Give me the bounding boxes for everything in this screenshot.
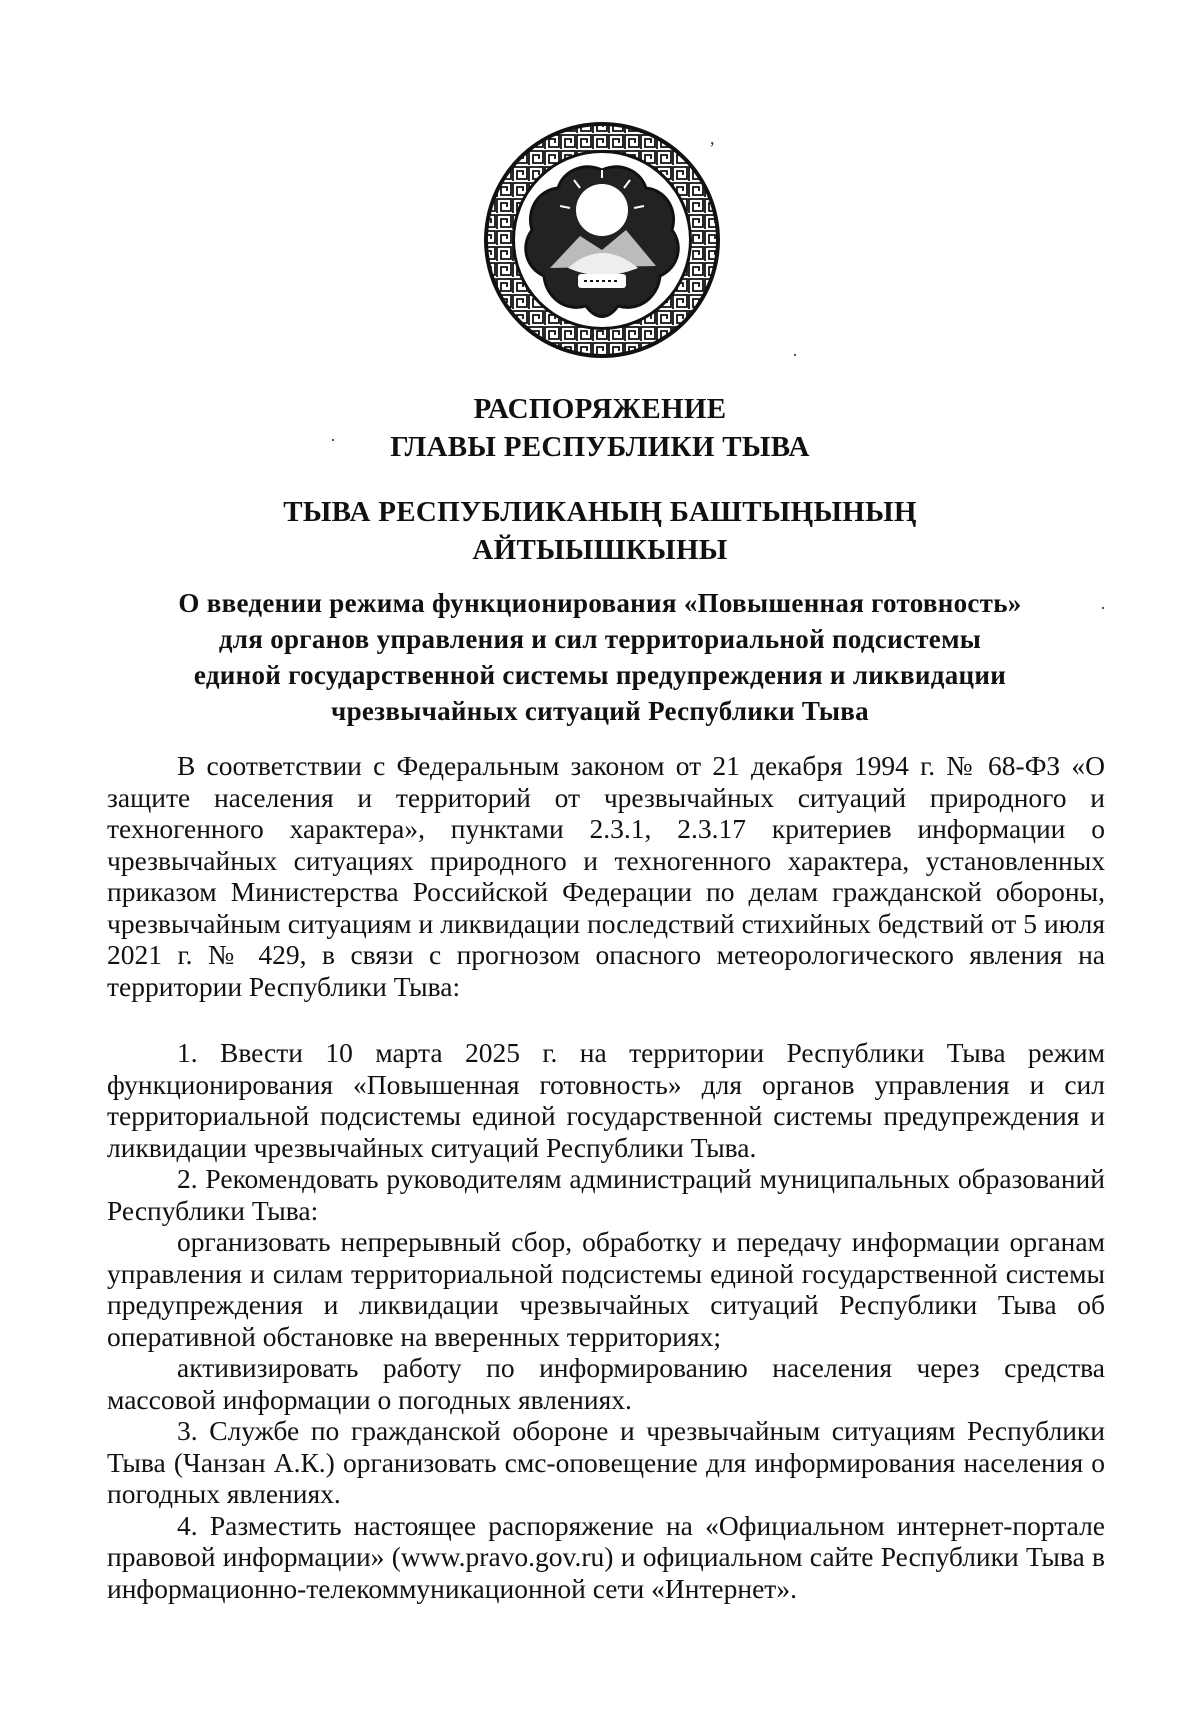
item-2-sub-2: активизировать работу по информированию населения через средства массовой информации о погодных явлениях. bbox=[107, 1352, 1105, 1415]
subject-line-2: для органов управления и сил территориальной подсистемы bbox=[218, 624, 982, 654]
scan-speck: , bbox=[710, 128, 715, 148]
order-items bbox=[107, 1037, 1105, 1604]
item-1: 1. Ввести 10 марта 2025 г. на территории Республики Тыва режим функционирования «Повышенная готовность» для органов управления и сил территориальной подсистемы единой государственной системы предупреждения и ликвидации чрезвычайных ситуаций Республики Тыва. bbox=[107, 1037, 1105, 1163]
tyva-title-line-1: ТЫВА РЕСПУБЛИКАНЫҢ БАШТЫҢЫНЫҢ bbox=[283, 496, 917, 528]
preamble-paragraph: В соответствии с Федеральным законом от 21 декабря 1994 г. № 68-ФЗ «О защите населения и территорий от чрезвычайных ситуаций природного и техногенного характера», пунктами 2.3.1, 2.3.17 критериев информации о чрезвычайных ситуациях природного и техногенного характера, установленных приказом Министерства Российской Федерации по делам гражданской обороны, чрезвычайным ситуациям и ликвидации последствий стихийных бедствий от 5 июля 2021 г. № 429, в связи с прогнозом опасного метеорологического явления на территории Республики Тыва: bbox=[107, 750, 1105, 1002]
subject-line-3: единой государственной системы предупреждения и ликвидации bbox=[193, 660, 1007, 690]
subject-line-1: О введении режима функционирования «Повышенная готовность» bbox=[178, 588, 1022, 618]
scan-speck: · bbox=[330, 430, 336, 450]
item-4: 4. Разместить настоящее распоряжение на «Официальном интернет-портале правовой информации» (www.pravo.gov.ru) и официальном сайте Республики Тыва в информационно-телекоммуникационной сети «Интернет». bbox=[107, 1509, 1105, 1604]
item-2: 2. Рекомендовать руководителям администраций муниципальных образований Республики Тыва: bbox=[107, 1163, 1105, 1226]
item-2-sub-1: организовать непрерывный сбор, обработку и передачу информации органам управления и силам территориальной подсистемы единой государственной системы предупреждения и ликвидации чрезвычайных ситуаций Республики Тыва об оперативной обстановке на вверенных территориях; bbox=[107, 1226, 1105, 1352]
scan-speck: · bbox=[792, 345, 798, 365]
title-line-1: РАСПОРЯЖЕНИЕ bbox=[473, 393, 727, 425]
subject-line-4: чрезвычайных ситуаций Республики Тыва bbox=[331, 696, 869, 726]
document-title bbox=[0, 390, 1200, 466]
tyva-title-line-2: АЙТЫЫШКЫНЫ bbox=[472, 534, 728, 566]
document-subject bbox=[0, 585, 1200, 729]
tuva-emblem-icon bbox=[480, 118, 724, 362]
item-3: 3. Службе по гражданской обороне и чрезвычайным ситуациям Республики Тыва (Чанзан А.К.) организовать смс-оповещение для информирования населения о погодных явлениях. bbox=[107, 1415, 1105, 1509]
title-line-2: ГЛАВЫ РЕСПУБЛИКИ ТЫВА bbox=[390, 431, 810, 463]
scan-speck: · bbox=[1100, 598, 1106, 618]
document-title-tyva bbox=[0, 493, 1200, 569]
preamble bbox=[107, 750, 1105, 1002]
